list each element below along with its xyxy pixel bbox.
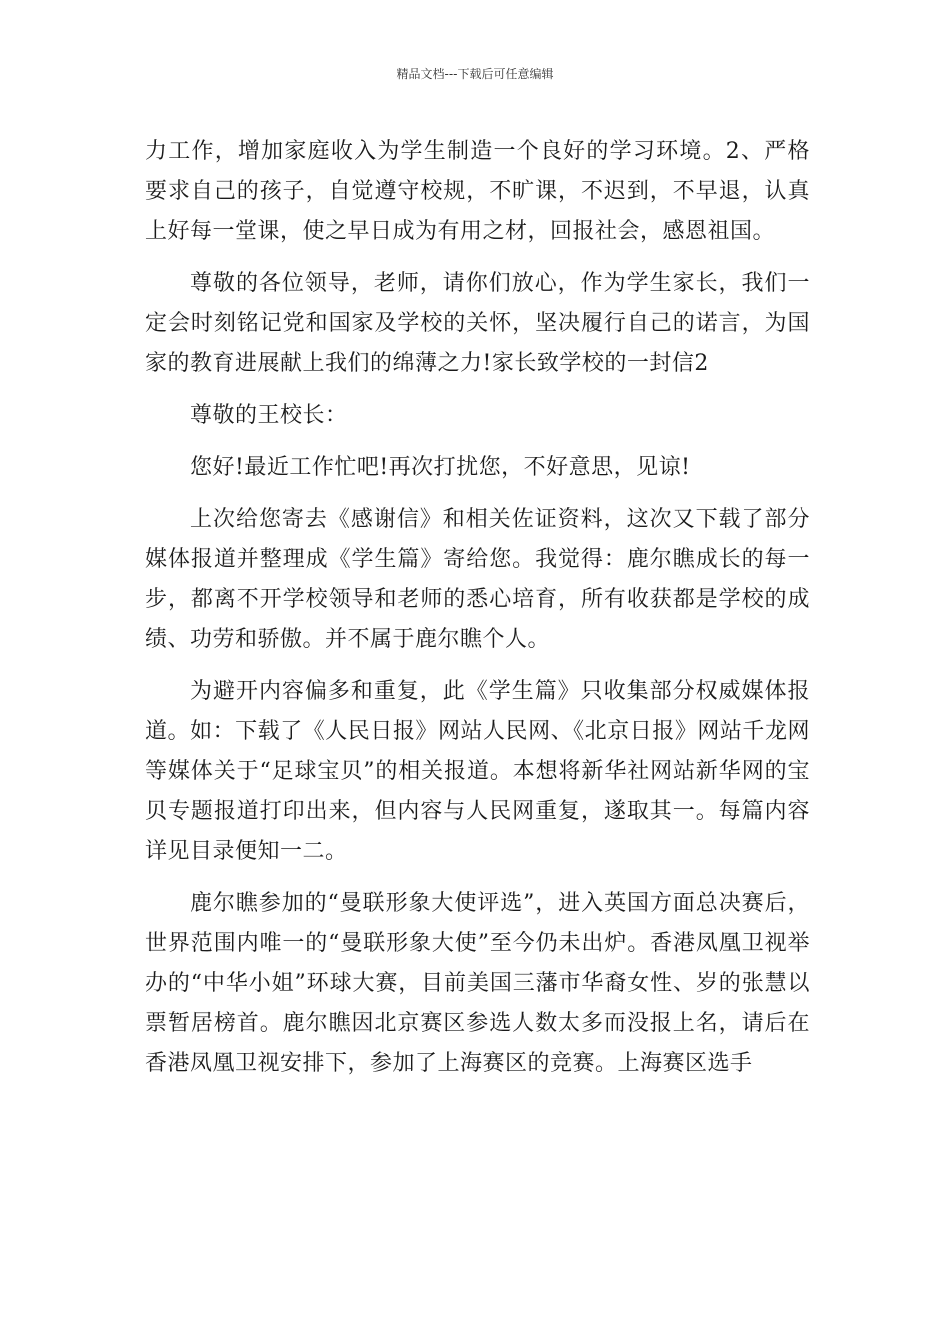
paragraph: 力工作，增加家庭收入为学生制造一个良好的学习环境。2、严格要求自己的孩子，自觉遵守校规，不旷课，不迟到，不早退，认真上好每一堂课，使之早日成为有用之材，回报社会，感恩祖国。 [145,139,810,244]
document-body [145,132,810,1096]
paragraph: 尊敬的各位领导，老师，请你们放心，作为学生家长，我们一定会时刻铭记党和国家及学校的关怀，坚决履行自己的诺言，为国家的教育进展献上我们的绵薄之力!家长致学校的一封信2 [145,271,810,376]
paragraph: 尊敬的王校长： [190,403,348,428]
paragraph: 上次给您寄去《感谢信》和相关佐证资料，这次又下载了部分媒体报道并整理成《学生篇》寄给您。我觉得：鹿尔瞧成长的每一步，都离不开学校领导和老师的悉心培育，所有收获都是学校的成绩、功劳和骄傲。并不属于鹿尔瞧个人。 [145,507,810,652]
page-header: 精品文档---下载后可任意编辑 [396,67,554,81]
paragraph: 为避开内容偏多和重复，此《学生篇》只收集部分权威媒体报道。如：下载了《人民日报》网站人民网、《北京日报》网站千龙网等媒体关于“足球宝贝”的相关报道。本想将新华社网站新华网的宝贝专题报道打印出来，但内容与人民网重复，遂取其一。每篇内容详见目录便知一二。 [145,679,810,864]
paragraph: 您好!最近工作忙吧!再次打扰您，不好意思，见谅! [190,455,691,480]
paragraph: 鹿尔瞧参加的“曼联形象大使评选”，进入英国方面总决赛后，世界范围内唯一的“曼联形象大使”至今仍未出炉。香港凤凰卫视举办的“中华小姐”环球大赛，目前美国三藩市华裔女性、岁的张慧以票暂居榜首。鹿尔瞧因北京赛区参选人数太多而没报上名，请后在香港凤凰卫视安排下，参加了上海赛区的竞赛。上海赛区选手 [145,891,810,1076]
